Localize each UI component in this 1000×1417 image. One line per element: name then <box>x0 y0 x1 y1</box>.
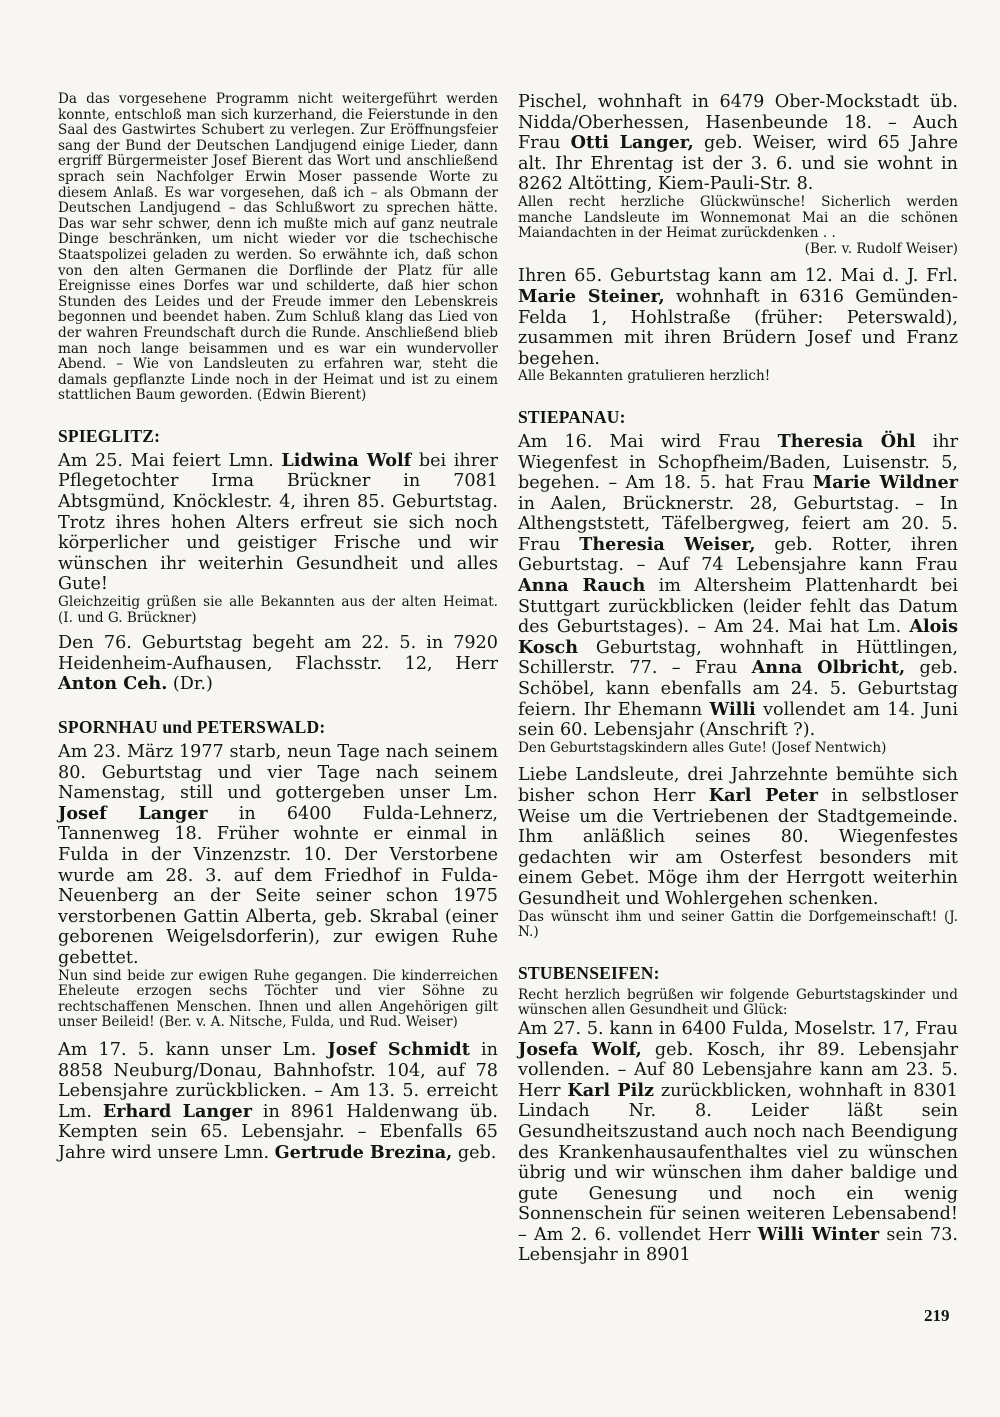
person-name: Otti Langer, <box>570 132 694 154</box>
person-name: Lidwina Wolf <box>281 449 412 471</box>
stubenseifen-intro: Recht herzlich begrüßen wir folgende Geburtstagskinder und wünschen allen Gesundheit und Glück: <box>518 986 958 1019</box>
person-name: Josef Langer <box>58 802 208 824</box>
person-name: Willi Winter <box>757 1223 880 1245</box>
person-name: Anna Olbricht, <box>751 657 906 679</box>
stiepanau-greeting: Den Geburtstagskindern alles Gute! (Josef Nentwich) <box>518 739 887 756</box>
person-name: Anna Rauch <box>518 575 646 597</box>
section-heading-spieglitz: SPIEGLITZ: <box>58 425 161 446</box>
person-name: Karl Peter <box>708 785 818 806</box>
spieglitz-greeting: Gleichzeitig grüßen sie alle Bekannten aus der alten Heimat. (I. und G. Brückner) <box>58 594 498 626</box>
right-column <box>518 92 958 1266</box>
steiner-greeting: Alle Bekannten gratulieren herzlich! <box>518 368 771 385</box>
continued-credit: (Ber. v. Rudolf Weiser) <box>804 240 958 257</box>
intro-paragraph: Da das vorgesehene Programm nicht weitergeführt werden konnte, entschloß man sich kurzerhand, die Feierstunde in den Saal des Gastwirtes Schubert zu verlegen. Zur Eröffnungsfeier sang der Bund der Deutschen Landjugend einige Lieder, dann ergriff Bürgermeister Josef Bierent das Wort und anschließend sprach sein Nachfolger Erwin Moser passende Worte zu diesem Anlaß. Es war vorgesehen, daß ich – als Obmann der Deutschen Landjugend – das Schlußwort zu sprechen hätte. Das war sehr schwer, denn ich mußte mich auf ganz neutrale Dinge beschränken, um nicht wieder vor die tschechische Staatspolizei geladen zu werden. So erwähnte ich, daß schon von den alten Germanen die Dorflinde der Platz für alle Ereignisse eines Dorfes war und schilderte, daß hier schon Stunden des Leides und der Freude immer den Lebenskreis begonnen und beendet haben. Zum Schluß klang das Lied von der wahren Freundschaft durch die Runde. Anschließend blieb man noch lange beisammen und es war ein wundervoller Abend. – Wie von Landsleuten zu erfahren war, steht die damals gepflanzte Linde noch in der Heimat und ist zu einem stattlichen Baum geworden. (Edwin Bierent) <box>58 91 498 404</box>
spornhau-paragraph-2: Am 17. 5. kann unser Lm. Josef Schmidt in 8858 Neuburg/Donau, Bahnhofstr. 104, auf 78 Lebensjahre zurückblicken. – Am 13. 5. erreicht Lm. Erhard Langer in 8961 Haldenwang üb. Kempten sein 65. Lebensjahr. – Ebenfalls 65 Jahre wird unsere Lmn. Gertrude Brezina, geb. <box>58 1038 498 1163</box>
section-heading-stubenseifen: STUBENSEIFEN: <box>518 962 660 983</box>
person-name: Erhard Langer <box>102 1100 252 1122</box>
spornhau-paragraph-1: Am 23. März 1977 starb, neun Tage nach seinem 80. Geburtstag und vier Tage nach seinem Namenstag, still und gottergeben unser Lm. Josef Langer in 6400 Fulda-Lehnerz, Tannenweg 18. Früher wohnte er einmal in Fulda in der Vinzenzstr. 10. Der Verstorbene wurde am 28. 3. auf dem Friedhof in Fulda-Neuenberg an der Seite seiner schon 1975 verstorbenen Gattin Alberta, geb. Skrabal (einer geborenen Weigelsdorferin), zur ewigen Ruhe gebettet. <box>58 742 498 968</box>
left-column <box>58 92 498 1163</box>
person-name: Marie Wildner <box>812 472 958 494</box>
person-name: Karl Pilz <box>567 1079 655 1101</box>
spornhau-condolence: Nun sind beide zur ewigen Ruhe gegangen. Die kinderreichen Eheleute erzogen sechs Töchter und vier Söhne zu rechtschaffenen Menschen. Ihnen und allen Angehörigen gilt unser Beileid! (Ber. v. A. Nitsche, Fulda, und Rud. Weiser) <box>58 967 498 1031</box>
person-name: Gertrude Brezina, <box>274 1141 453 1163</box>
person-name: Josefa Wolf, <box>518 1038 642 1060</box>
person-name: Theresia Öhl <box>777 430 916 452</box>
person-name: Willi <box>709 698 756 720</box>
section-heading-spornhau: SPORNHAU und PETERSWALD: <box>58 717 326 737</box>
karl-peter-paragraph: Liebe Landsleute, drei Jahrzehnte bemühte sich bisher schon Herr Karl Peter in selbstloser Weise um die Vertriebenen der Stadtgemeinde. Ihm anläßlich seines 80. Wiegenfestes gedachten wir am Osterfest besonders mit einem Gebet. Möge ihm der Herrgott weiterhin Gesundheit und Wohlergehen schenken. <box>518 765 958 909</box>
continued-wishes: Allen recht herzliche Glückwünsche! Sicherlich werden manche Landsleute im Wonnemonat Mai an die schönen Maiandachten in der Heimat zurückdenken . . <box>518 193 958 242</box>
person-name: Marie Steiner, <box>518 285 665 307</box>
person-name: Alois Kosch <box>518 616 958 658</box>
spieglitz-paragraph-1: Am 25. Mai feiert Lmn. Lidwina Wolf bei ihrer Pflegetochter Irma Brückner in 7081 Abtsgmünd, Knöcklestr. 4, ihren 85. Geburtstag. Trotz ihres hohen Alters erfreut sie sich noch körperlicher und geistiger Frische und wir wünschen ihr weiterhin Gesundheit und alles Gute! <box>58 449 499 595</box>
person-name: Theresia Weiser, <box>579 533 756 555</box>
person-name: Josef Schmidt <box>327 1038 470 1060</box>
continued-paragraph: Pischel, wohnhaft in 6479 Ober-Mockstadt üb. Nidda/Oberhessen, Hasenbeunde 18. – Auch Frau Otti Langer, geb. Weiser, wird 65 Jahre alt. Ihr Ehrentag ist der 3. 6. und sie wohnt in 8262 Altötting, Kiem-Pauli-Str. 8. <box>518 92 958 195</box>
stiepanau-paragraph: Am 16. Mai wird Frau Theresia Öhl ihr Wiegenfest in Schopfheim/Baden, Luisenstr. 5, begehen. – Am 18. 5. hat Frau Marie Wildner in Aalen, Brücknerstr. 28, Geburtstag. – In Althengststett, Täfelbergweg, feiert am 20. 5. Frau Theresia Weiser, geb. Rotter, ihren Geburtstag. – Auf 74 Lebensjahre kann Frau Anna Rauch im Altersheim Plattenhardt bei Stuttgart zurückblicken (leider fehlt das Datum des Geburtstages). – Am 24. Mai hat Lm. Alois Kosch Geburtstag, wohnhaft in Hüttlingen, Schillerstr. 77. – Frau Anna Olbricht, geb. Schöbel, kann ebenfalls am 24. 5. Geburtstag feiern. Ihr Ehemann Willi vollendet am 14. Juni sein 60. Lebensjahr (Anschrift ?). <box>518 430 959 741</box>
steiner-paragraph: Ihren 65. Geburtstag kann am 12. Mai d. J. Frl. Marie Steiner, wohnhaft in 6316 Gemünden-Felda 1, Hohlstraße (früher: Peterswald), zusammen mit ihren Brüdern Josef und Franz begehen. <box>518 266 958 369</box>
karl-peter-wishes: Das wünscht ihm und seiner Gattin die Dorfgemeinschaft! (J. N.) <box>518 908 958 941</box>
spieglitz-paragraph-2: Den 76. Geburtstag begeht am 22. 5. in 7920 Heidenheim-Aufhausen, Flachsstr. 12, Herr Anton Ceh. (Dr.) <box>58 633 498 695</box>
person-name: Anton Ceh. <box>58 673 168 695</box>
section-heading-stiepanau: STIEPANAU: <box>518 406 626 427</box>
stubenseifen-paragraph: Am 27. 5. kann in 6400 Fulda, Moselstr. 17, Frau Josefa Wolf, geb. Kosch, ihr 89. Lebensjahr vollenden. – Auf 80 Lebensjahre kann am 23. 5. Herr Karl Pilz zurückblicken, wohnhaft in 8301 Lindach Nr. 8. Leider läßt sein Gesundheitszustand auch noch nach Beendigung des Krankenhausaufenthaltes viel zu wünschen übrig und wir wünschen ihm daher baldige und gute Genesung und noch ein wenig Sonnenschein für seinen weiteren Lebensabend! – Am 2. 6. vollendet Herr Willi Winter sein 73. Lebensjahr in 8901 <box>518 1018 959 1266</box>
page-number: 219 <box>924 1306 950 1325</box>
